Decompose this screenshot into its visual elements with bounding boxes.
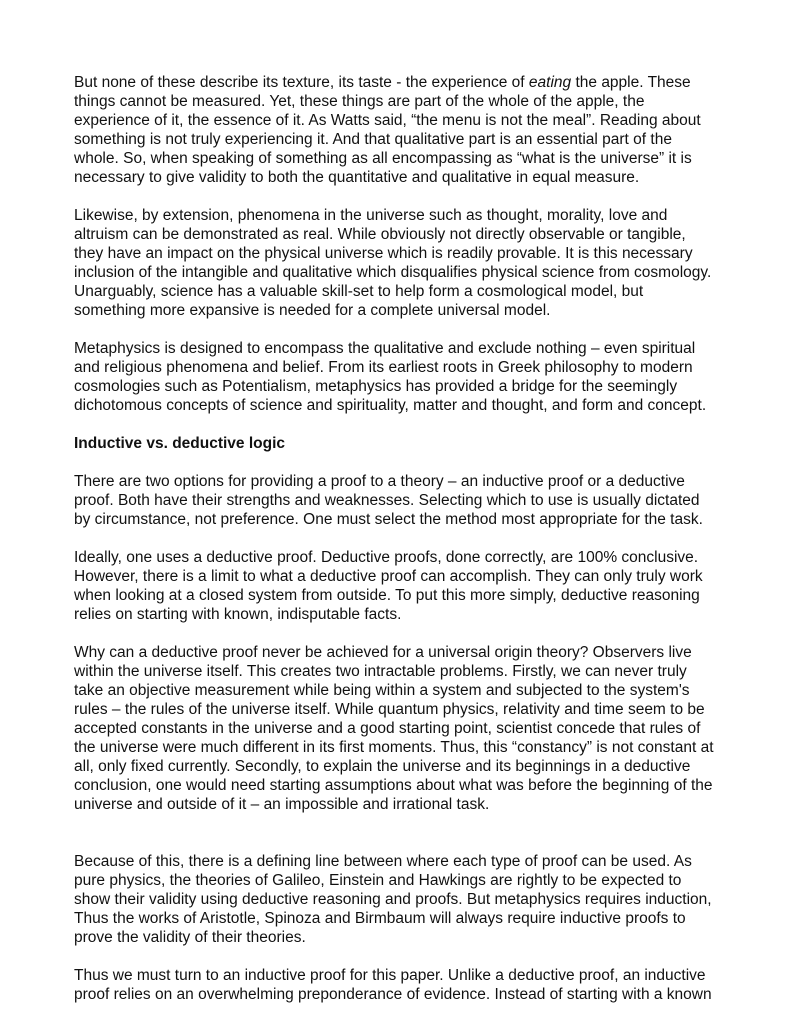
text-line: whole. So, when speaking of something as all encompassing as “what is the universe” it is: [74, 150, 692, 167]
text-line: cosmologies such as Potentialism, metaphysics has provided a bridge for the seemingly: [74, 378, 678, 395]
text-line: something is not truly experiencing it. And that qualitative part is an essential part of the: [74, 131, 672, 148]
text-line: Metaphysics is designed to encompass the qualitative and exclude nothing – even spiritual: [74, 340, 696, 357]
text-line: dichotomous concepts of science and spirituality, matter and thought, and form and concept.: [74, 397, 707, 414]
text-line: But none of these describe its texture, its taste - the experience of eating the apple. These: [74, 74, 691, 91]
text-line: by circumstance, not preference. One must select the method most appropriate for the task.: [74, 511, 703, 528]
text-line: take an objective measurement while being within a system and subjected to the system's: [74, 682, 690, 699]
paragraph-origin-theory: [74, 643, 724, 814]
text-line: when looking at a closed system from outside. To put this more simply, deductive reasoning: [74, 587, 700, 604]
text-line: universe and outside of it – an impossible and irrational task.: [74, 796, 490, 813]
paragraph-two-options: [74, 472, 724, 529]
text-line: something more expansive is needed for a complete universal model.: [74, 302, 551, 319]
text-line: Thus the works of Aristotle, Spinoza and Birmbaum will always require inductive proofs to: [74, 910, 686, 927]
text-line: rules – the rules of the universe itself. While quantum physics, relativity and time seem to be: [74, 701, 705, 718]
text-line: within the universe itself. This creates two intractable problems. Firstly, we can never truly: [74, 663, 687, 680]
paragraph-apple-experience: [74, 73, 724, 187]
paragraph-inductive-proof: [74, 966, 724, 1004]
text-line: altruism can be demonstrated as real. While obviously not directly observable or tangible,: [74, 226, 686, 243]
text-line: experience of it, the essence of it. As Watts said, “the menu is not the meal”. Reading about: [74, 112, 701, 129]
text-line: accepted constants in the universe and a good starting point, scientist concede that rules of: [74, 720, 701, 737]
text-line: and religious phenomena and belief. From its earliest roots in Greek philosophy to modern: [74, 359, 693, 376]
blank-line: [74, 833, 724, 852]
document-page: [74, 73, 724, 1023]
text-line: Unarguably, science has a valuable skill-set to help form a cosmological model, but: [74, 283, 644, 300]
text-line: inclusion of the intangible and qualitative which disqualifies physical science from cosmology.: [74, 264, 712, 281]
text-line: Ideally, one uses a deductive proof. Deductive proofs, done correctly, are 100% conclusive.: [74, 549, 699, 566]
text-line: proof relies on an overwhelming preponderance of evidence. Instead of starting with a known: [74, 986, 712, 1003]
text-line: relies on starting with known, indisputable facts.: [74, 606, 402, 623]
text-line: Why can a deductive proof never be achieved for a universal origin theory? Observers live: [74, 644, 692, 661]
text-line: all, only fixed currently. Secondly, to explain the universe and its beginnings in a deductive: [74, 758, 691, 775]
text-line: Because of this, there is a defining line between where each type of proof can be used. As: [74, 853, 692, 870]
paragraph-phenomena: [74, 206, 724, 320]
text-line: However, there is a limit to what a deductive proof can accomplish. They can only truly work: [74, 568, 703, 585]
text-line: necessary to give validity to both the quantitative and qualitative in equal measure.: [74, 169, 640, 186]
text-line: prove the validity of their theories.: [74, 929, 306, 946]
text-line: There are two options for providing a proof to a theory – an inductive proof or a deductive: [74, 473, 685, 490]
paragraph-deductive-proof: [74, 548, 724, 624]
paragraph-metaphysics: [74, 339, 724, 415]
text-line: they have an impact on the physical universe which is readily provable. It is this necessary: [74, 245, 693, 262]
text-line: conclusion, one would need starting assumptions about what was before the beginning of the: [74, 777, 713, 794]
text-line: proof. Both have their strengths and weaknesses. Selecting which to use is usually dictated: [74, 492, 700, 509]
text-line: Thus we must turn to an inductive proof for this paper. Unlike a deductive proof, an inductive: [74, 967, 706, 984]
text-line: things cannot be measured. Yet, these things are part of the whole of the apple, the: [74, 93, 645, 110]
section-heading: Inductive vs. deductive logic: [74, 435, 286, 452]
text-line: Likewise, by extension, phenomena in the universe such as thought, morality, love and: [74, 207, 668, 224]
text-line: the universe were much different in its first moments. Thus, this “constancy” is not constant at: [74, 739, 714, 756]
text-line: show their validity using deductive reasoning and proofs. But metaphysics requires induction,: [74, 891, 712, 908]
text-line: pure physics, the theories of Galileo, Einstein and Hawkings are rightly to be expected to: [74, 872, 682, 889]
paragraph-defining-line: [74, 852, 724, 947]
emphasis-text: eating: [528, 74, 572, 91]
